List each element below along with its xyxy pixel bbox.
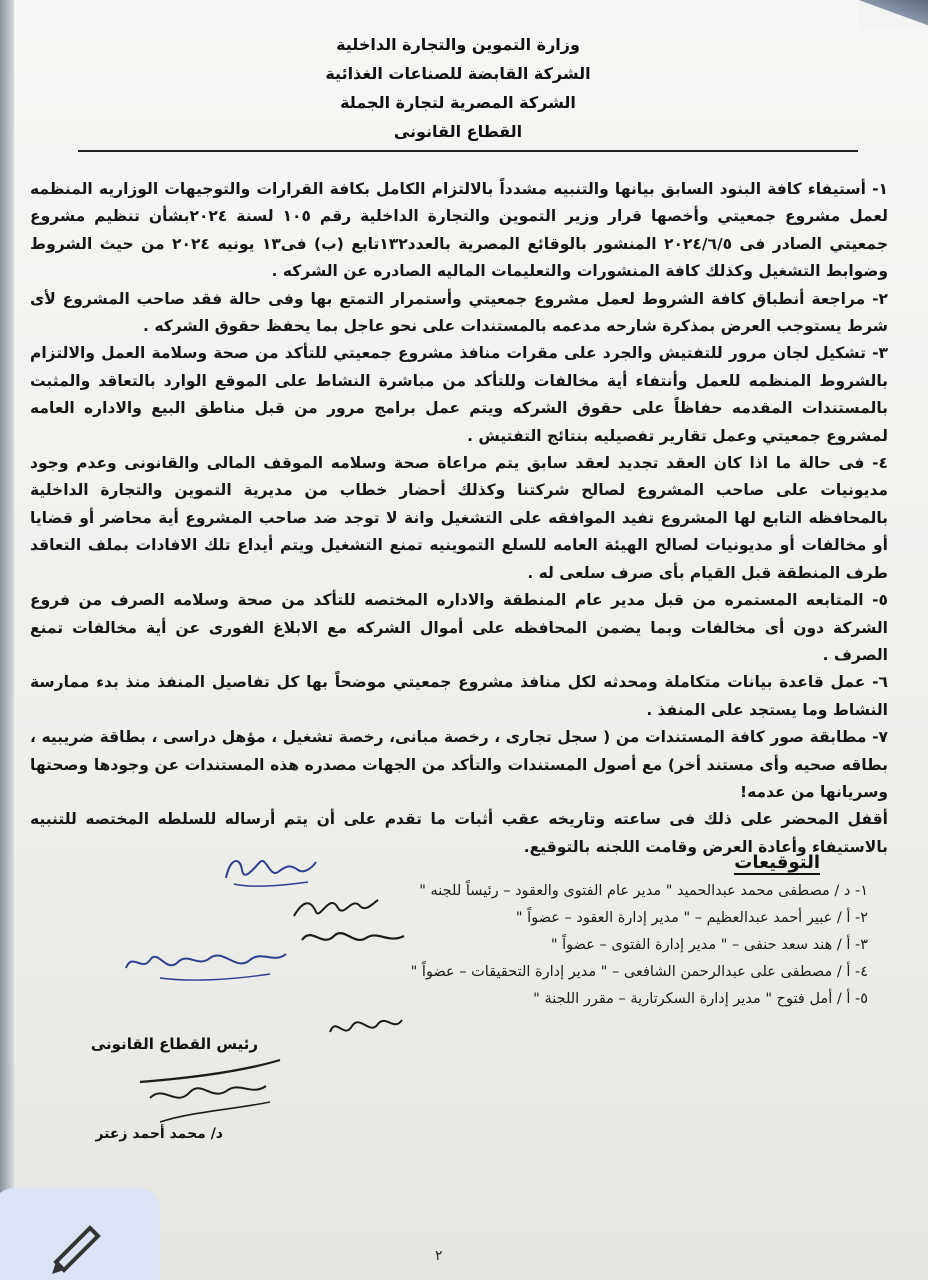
signatures-list bbox=[168, 878, 868, 1013]
chief-name: د/ محمد أحمد زعتر bbox=[95, 1126, 223, 1142]
pencil-icon bbox=[0, 1188, 160, 1280]
corner-fold bbox=[858, 0, 928, 30]
document-body bbox=[30, 176, 888, 861]
closing-statement: أقفل المحضر على ذلك فى ساعته وتاريخه عقب أثبات ما تقدم على أن يتم أرساله للسلطه المختصه للتنبيه بالاستيفاء وأعادة العرض وقامت اللجنه بالتوقيع. bbox=[30, 810, 888, 856]
signatory-3: ٣- أ / هند سعد حنفى – " مدير إدارة الفتوى – عضواً " bbox=[550, 937, 868, 953]
company-name: الشركة المصرية لتجارة الجملة bbox=[340, 93, 576, 112]
signatory-2: ٢- أ / عبير أحمد عبدالعظيم – " مدير إدارة العقود – عضواً " bbox=[515, 910, 868, 926]
header-divider bbox=[78, 150, 858, 152]
clause-4: ٤- فى حالة ما اذا كان العقد تجديد لعقد سابق يتم مراعاة صحة وسلامه الموقف المالى والقانونى وعدم وجود مديونيات على صاحب المشروع لصالح شركتنا وكذلك أحضار خطاب من مديرية التموين والتجارة الداخلية بالمحافظه التابع لها المشروع تفيد الموافقه على التشغيل وانة لا توجد ضد صاحب المشروع أية محاضر أو قضايا أو مخالفات أو مديونيات لصالح الهيئة العامه للسلع التموينيه تمنع التشغيل ويتم أيداع تلك الافادات بملف التعاقد طرف المنطقة قبل القيام بأى صرف سلعى له . bbox=[30, 454, 888, 582]
page-edge-shadow bbox=[0, 0, 14, 1280]
chief-signature-mark bbox=[120, 1052, 290, 1128]
page-number: ٢ bbox=[435, 1248, 443, 1264]
letterhead bbox=[308, 30, 608, 146]
clause-3: ٣- تشكيل لجان مرور للتفتيش والجرد على مقرات منافذ مشروع جمعيتي للتأكد من صحة وسلامة العمل والالتزام بالشروط المنظمه للعمل وأنتفاء أية مخالفات وللتأكد من مباشرة النشاط على الموقع الوارد بالتعاقد والمثبت بالمستندات المقدمه حفاظاً على حقوق الشركه ويتم عمل برامج مرور من قبل مناطق البيع والاداره العامه لمشروع جمعيتي وعمل تقارير تفصيليه بنتائج التفتيش . bbox=[30, 344, 888, 445]
signatory-4: ٤- أ / مصطفى على عبدالرحمن الشافعى – " مدير إدارة التحقيقات – عضواً " bbox=[410, 964, 868, 980]
signatory-5: ٥- أ / أمل فتوح " مدير إدارة السكرتارية – مقرر اللجنة " bbox=[533, 991, 868, 1007]
holding-company-name: الشركة القابضة للصناعات الغذائية bbox=[325, 64, 591, 83]
clause-2: ٢- مراجعة أنطباق كافة الشروط لعمل مشروع جمعيتي وأستمرار التمتع بها وفى حالة فقد صاحب المشروع لأى شرط يستوجب العرض بمذكرة شارحه مدعمه بالمستندات على نحو عاجل بما يحفظ حقوق الشركه . bbox=[30, 289, 888, 336]
signatory-1: ١- د / مصطفى محمد عبدالحميد " مدير عام الفتوى والعقود – رئيساً للجنه " bbox=[419, 883, 868, 899]
chief-title: رئيس القطاع القانونى bbox=[90, 1035, 258, 1053]
clause-6: ٦- عمل قاعدة بيانات متكاملة ومحدثه لكل منافذ مشروع جمعيتي موضحاً بها كل تفاصيل المنفذ منذ بدء ممارسة النشاط وما يستجد على المنفذ . bbox=[30, 673, 888, 719]
clause-5: ٥- المتابعه المستمره من قبل مدير عام المنطقة والاداره المختصه للتأكد من صحة وسلامه الصرف من فروع الشركة دون أى مخالفات وبما يضمن المحافظه على أموال الشركه مع الابلاغ الفورى عن أية مخالفات تمنع الصرف . bbox=[30, 591, 888, 664]
edit-button[interactable] bbox=[0, 1188, 160, 1280]
clause-7: ٧- مطابقة صور كافة المستندات من ( سجل تجارى ، رخصة مبانى، رخصة تشغيل ، مؤهل دراسى ، بطاقة ضريبيه ، بطاقه صحيه وأى مستند أخر) مع أصول المستندات والتأكد من الجهات مصدره هذه المستندات عن وجودها وصحتها وسريانها من عدمه! bbox=[30, 728, 888, 801]
sector-name: القطاع القانونى bbox=[393, 122, 523, 141]
clause-1: ١- أستيفاء كافة البنود السابق بيانها والتنبيه مشدداً بالالتزام الكامل بكافة القرارات والتوجيهات الوزاريه المنظمه لعمل مشروع جمعيتي وأخصها قرار وزير التموين والتجارة الداخلية رقم ١٠٥ لسنة ٢٠٢٤بشأن تنظيم مشروع جمعيتي الصادر فى ٢٠٢٤/٦/٥ المنشور بالوقائع المصرية بالعدد١٣٢تابع (ب) فى١٣ يونيه ٢٠٢٤ من حيث الشروط وضوابط التشغيل وكذلك كافة المنشورات والتعليمات الماليه الصادره عن الشركه . bbox=[30, 180, 888, 281]
signatures-title: التوقيعات bbox=[734, 852, 820, 873]
ministry-name: وزارة التموين والتجارة الداخلية bbox=[336, 35, 580, 54]
